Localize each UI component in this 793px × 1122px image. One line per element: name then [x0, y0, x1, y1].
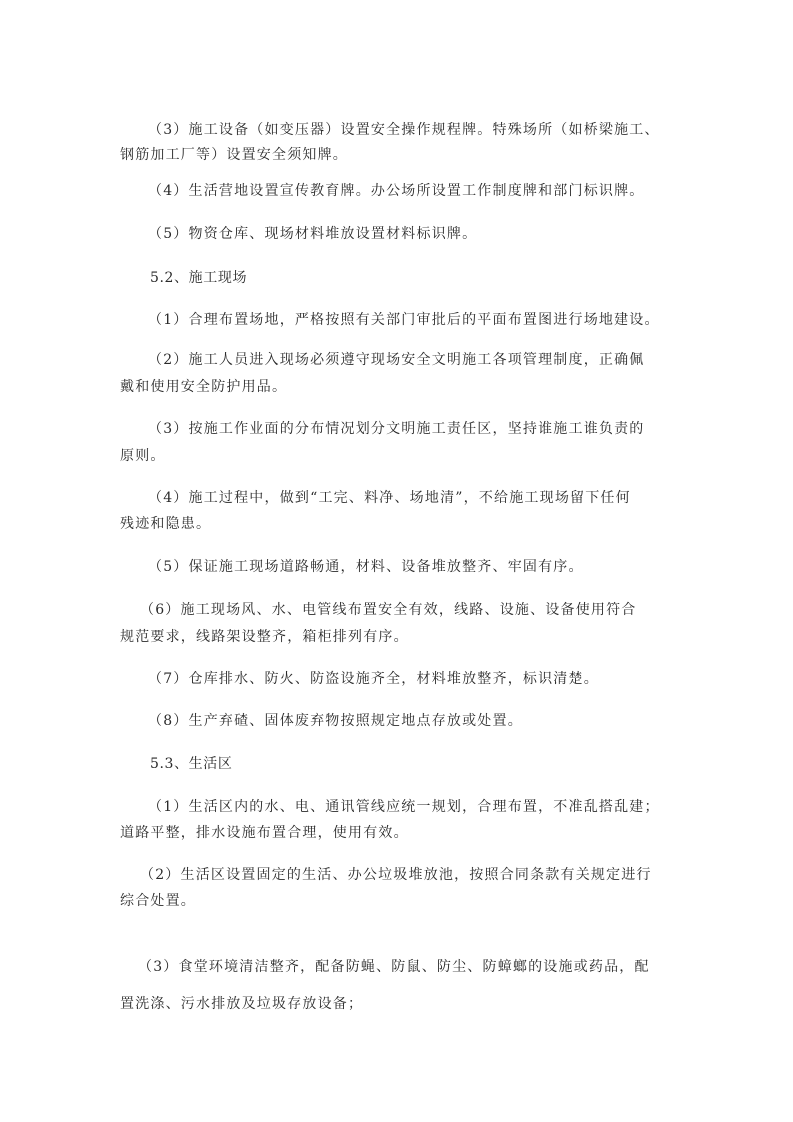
living-item-2-line-1: （2）生活区设置固定的生活、办公垃圾堆放池，按照合同条款有关规定进行: [140, 867, 652, 883]
site-item-3-line-1: （3）按施工作业面的分布情况划分文明施工责任区，坚持谁施工谁负责的: [148, 421, 645, 437]
living-item-3-line-1: （3）食堂环境清洁整齐，配备防蝇、防鼠、防尘、防蟑螂的设施或药品，配: [138, 959, 650, 975]
living-item-1-line-2: 道路平整，排水设施布置合理，使用有效。: [120, 825, 409, 841]
site-item-8: （8）生产弃碴、固体废弃物按照规定地点存放或处置。: [148, 713, 523, 729]
paragraph-3-line-2: 钢筋加工厂等）设置安全须知牌。: [120, 147, 348, 163]
site-item-1: （1）合理布置场地，严格按照有关部门审批后的平面布置图进行场地建设。: [148, 312, 660, 328]
paragraph-5: （5）物资仓库、现场材料堆放设置材料标识牌。: [148, 226, 478, 242]
living-item-1-line-1: （1）生活区内的水、电、通讯管线应统一规划，合理布置，不准乱搭乱建；: [148, 799, 660, 815]
site-item-2-line-1: （2）施工人员进入现场必须遵守现场安全文明施工各项管理制度，正确佩: [148, 352, 645, 368]
site-item-3-line-2: 原则。: [120, 448, 166, 464]
site-item-5: （5）保证施工现场道路畅通，材料、设备堆放整齐、牢固有序。: [148, 559, 584, 575]
site-item-4-line-2: 残迹和隐患。: [120, 516, 212, 532]
paragraph-3-line-1: （3）施工设备（如变压器）设置安全操作规程牌。特殊场所（如桥梁施工、: [148, 122, 660, 138]
site-item-4-line-1: （4）施工过程中，做到“工完、料净、场地清”，不给施工现场留下任何: [148, 490, 631, 506]
site-item-6-line-1: （6）施工现场风、水、电管线布置安全有效，线路、设施、设备使用符合: [140, 602, 637, 618]
paragraph-4: （4）生活营地设置宣传教育牌。办公场所设置工作制度牌和部门标识牌。: [148, 183, 645, 199]
section-heading-5-2: 5.2、施工现场: [150, 270, 248, 286]
site-item-7: （7）仓库排水、防火、防盗设施齐全，材料堆放整齐，标识清楚。: [148, 671, 599, 687]
section-heading-5-3: 5.3、生活区: [150, 756, 233, 772]
living-item-2-line-2: 综合处置。: [120, 893, 196, 909]
living-item-3-line-2: 置洗涤、污水排放及垃圾存放设备；: [120, 996, 364, 1012]
site-item-6-line-2: 规范要求，线路架设整齐，箱柜排列有序。: [120, 629, 409, 645]
site-item-2-line-2: 戴和使用安全防护用品。: [120, 379, 288, 395]
